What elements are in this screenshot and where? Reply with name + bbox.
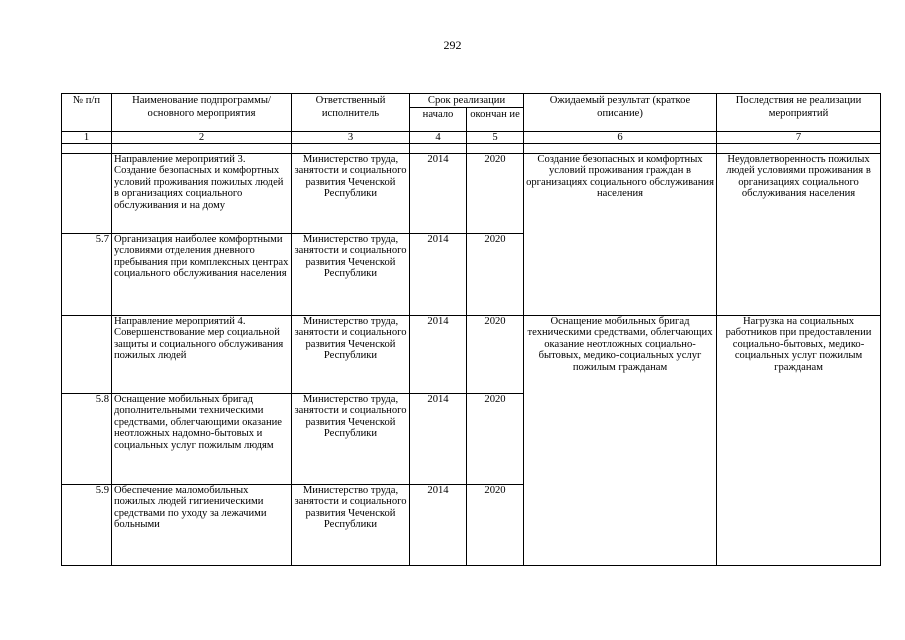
page-number: 292 [443,38,462,52]
row-executor: Министерство труда, занятости и социального развития Чеченской Республики [292,485,410,566]
row-executor: Министерство труда, занятости и социального развития Чеченской Республики [292,154,410,234]
row-end: 2020 [467,316,524,394]
column-numbers-row [62,132,881,144]
column-number: 7 [717,132,881,144]
header-consequences: Последствия не реализации мероприятий [717,94,881,132]
group-consequences: Нагрузка на социальных работников при предоставлении социально-бытовых, медико-социальных услуг пожилым гражданам [717,316,881,566]
header-start: начало [410,108,467,132]
table-row [62,316,881,394]
header-term: Срок реализации [410,94,524,108]
row-name: Обеспечение маломобильных пожилых людей гигиеническими средствами по уходу за лежачими больными [112,485,292,566]
row-start: 2014 [410,316,467,394]
column-number: 4 [410,132,467,144]
row-end: 2020 [467,234,524,316]
column-number: 3 [292,132,410,144]
column-number: 1 [62,132,112,144]
row-name: Оснащение мобильных бригад дополнительными техническими средствами, облегчающими оказание неотложных надомно-бытовых и социальных услуг пожилым людям [112,394,292,485]
column-number: 5 [467,132,524,144]
group-consequences: Неудовлетворенность пожилых людей условиями проживания в организациях социального обслуживания населения [717,154,881,316]
row-end: 2020 [467,154,524,234]
group-result: Оснащение мобильных бригад техническими средствами, облегчающих оказание неотложных социально-бытовых, медико-социальных услуг пожилым гражданам [524,316,717,566]
column-number: 6 [524,132,717,144]
table-row [62,154,881,234]
row-name: Направление мероприятий 4. Совершенствование мер социальной защиты и социального обслуживания пожилых людей [112,316,292,394]
header-name: Наименование подпрограммы/ основного мероприятия [112,94,292,132]
header-end: окончан ие [467,108,524,132]
header-number: № п/п [62,94,112,132]
activities-table [61,93,881,566]
header-result: Ожидаемый результат (краткое описание) [524,94,717,132]
row-number [62,316,112,394]
row-name: Организация наиболее комфортными условиями отделения дневного пребывания при комплексных центрах социального обслуживания населения [112,234,292,316]
header-row [62,94,881,108]
column-number: 2 [112,132,292,144]
row-start: 2014 [410,154,467,234]
header-executor: Ответственный исполнитель [292,94,410,132]
group-result: Создание безопасных и комфортных условий проживания граждан в организациях социального обслуживания населения [524,154,717,316]
row-executor: Министерство труда, занятости и социального развития Чеченской Республики [292,316,410,394]
row-number: 5.7 [62,234,112,316]
row-number [62,154,112,234]
row-executor: Министерство труда, занятости и социального развития Чеченской Республики [292,234,410,316]
row-start: 2014 [410,485,467,566]
row-number: 5.8 [62,394,112,485]
row-number: 5.9 [62,485,112,566]
empty-row [62,144,881,154]
row-start: 2014 [410,394,467,485]
row-end: 2020 [467,394,524,485]
row-name: Направление мероприятий 3. Создание безопасных и комфортных условий проживания пожилых людей в организациях социального обслуживания и на дому [112,154,292,234]
row-end: 2020 [467,485,524,566]
row-start: 2014 [410,234,467,316]
row-executor: Министерство труда, занятости и социального развития Чеченской Республики [292,394,410,485]
